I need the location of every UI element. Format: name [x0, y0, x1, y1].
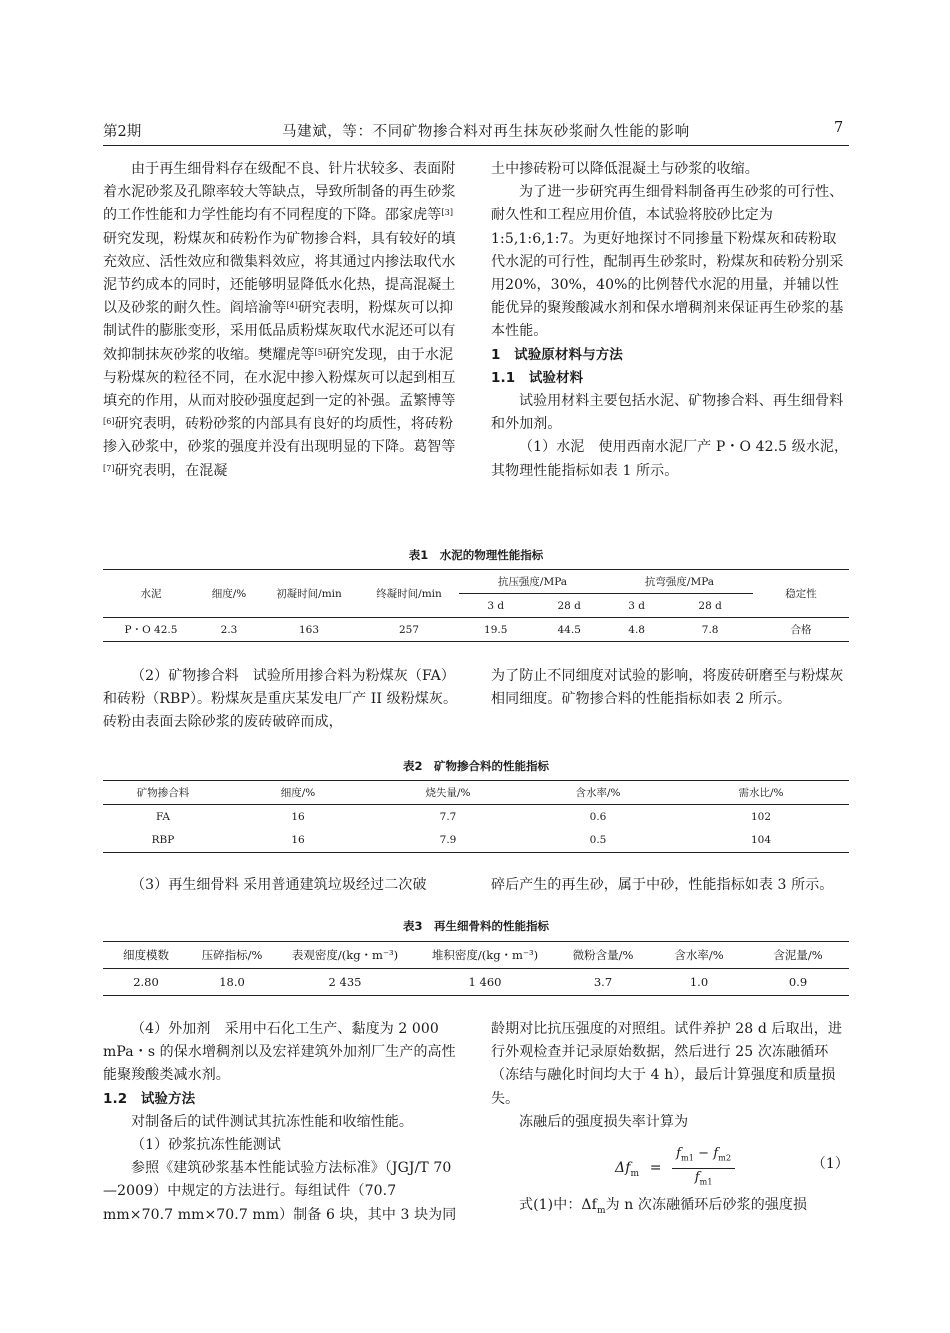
table-cell: 16: [291, 834, 305, 847]
citation-6: [6]: [103, 417, 115, 427]
paragraph-formula-intro: 冻融后的强度损失率计算为: [519, 1113, 689, 1130]
t3-head-clay: 含泥量/%: [773, 948, 823, 962]
t2-head-fineness: 细度/%: [280, 787, 316, 799]
t1-head-cement: 水泥: [140, 588, 162, 600]
table2: [103, 780, 849, 853]
paragraph-admixtures-cont: 为了防止不同细度对试验的影响，将废砖研磨至与粉煤灰相同细度。矿物掺合料的性能指标如表 2 所示。: [491, 668, 844, 708]
right-column-mid2: [491, 874, 853, 897]
paragraph-tests: 对制备后的试件测试其抗冻性能和收缩性能。: [131, 1113, 413, 1130]
paragraph-additives: （4）外加剂 采用中石化工生产、黏度为 2 000 mPa・s 的保水增稠剂以及宏祥建筑外加剂厂生产的高性能聚羧酸类减水剂。: [103, 1021, 456, 1084]
section-heading-1-1: 1.1 试验材料: [491, 369, 584, 386]
table-cell: FA: [156, 810, 170, 823]
paragraph-aggregate: （3）再生细骨料 采用普通建筑垃圾经过二次破: [131, 877, 427, 893]
citation-4: [4]: [286, 301, 298, 311]
table-row: [103, 969, 849, 996]
t1-head-initial-set: 初凝时间/min: [276, 588, 342, 600]
t1-sub-comp-28d: 28 d: [557, 599, 581, 612]
table1-caption: 表1 水泥的物理性能指标: [408, 548, 544, 562]
left-column-mid1: [103, 665, 458, 735]
section-heading-1: 1 试验原材料与方法: [491, 346, 623, 363]
table-cell: 0.5: [589, 834, 607, 847]
t1-head-compressive: 抗压强度/MPa: [459, 570, 606, 594]
t2-head-water: 含水率/%: [575, 787, 621, 799]
equation-number: （1）: [811, 1156, 849, 1173]
equation-body: $\Delta f_m$ = $\frac{f_{m1} - f_{m2}}{f_{m1}}$: [615, 1145, 735, 1191]
t3-head-apparent-density: 表观密度/(kg・m⁻³): [291, 948, 399, 962]
t2-head-loss: 烧失量/%: [425, 787, 471, 799]
paragraph-standard: 参照《建筑砂浆基本性能试验方法标准》（JGJ/T 70—2009）中规定的方法进行。每组试件（70.7 mm×70.7 mm×70.7 mm）制备 6 块，其中 3 块为同: [103, 1160, 457, 1223]
paragraph-frost-test: （1）砂浆抗冻性能测试: [131, 1137, 282, 1154]
table-cell: RBP: [151, 834, 175, 847]
table1: [103, 569, 849, 642]
table-cell: 2.3: [220, 623, 238, 636]
left-column-mid2: [103, 874, 463, 897]
t2-head-water-demand: 需水比/%: [738, 787, 784, 799]
table-cell: 7.9: [439, 834, 457, 847]
citation-5: [5]: [314, 347, 327, 357]
equation-1: [491, 1134, 849, 1194]
right-column-top: [491, 158, 849, 483]
table-cell: 7.8: [701, 623, 719, 636]
t1-head-flexural: 抗弯强度/MPa: [606, 570, 753, 594]
table2-caption: 表2 矿物掺合料的性能指标: [402, 759, 549, 773]
paragraph-equation-explain: 式(1)中：$\Delta f_m$为 n 次冻融循环后砂浆的强度损: [519, 1197, 808, 1216]
paragraph-procedure: 龄期对比抗压强度的对照组。试件养护 28 d 后取出，进行外观检查并记录原始数据，然后进行 25 次冻融循环（冻结与融化时间均大于 4 h），最后计算强度和质量损失。: [491, 1021, 842, 1107]
table-cell: 18.0: [219, 975, 245, 989]
table-row: [103, 805, 849, 829]
table-cell: 16: [291, 810, 305, 823]
issue-number: 第2期: [103, 124, 142, 140]
right-column-mid1: [491, 665, 849, 711]
t1-head-final-set: 终凝时间/min: [376, 588, 442, 600]
paragraph-objective: 为了进一步研究再生细骨料制备再生砂浆的可行性、耐久性和工程应用价值，本试验将胶砂比定为1:5,1:6,1:7。为更好地探讨不同掺量下粉煤灰和砖粉取代水泥的可行性，配制再生砂浆时，粉煤灰和砖粉分别采用20%，30%，40%的比例替代水泥的用量，并辅以性能优异的聚羧酸减水剂和保水增稠剂来保证再生砂浆的基本性能。: [491, 184, 844, 340]
t3-head-crushing: 压碎指标/%: [201, 948, 263, 962]
table-cell: 2 435: [328, 975, 362, 989]
paragraph-materials: 试验用材料主要包括水泥、矿物掺合料、再生细骨料和外加剂。: [491, 393, 844, 433]
t2-head-admixture: 矿物掺合料: [136, 787, 190, 799]
header-rule: [103, 145, 849, 146]
t1-sub-flex-3d: 3 d: [628, 599, 645, 612]
right-column-bottom: [491, 1018, 849, 1223]
table-row: [103, 829, 849, 853]
table-cell: 163: [298, 623, 320, 636]
table-cell: P・O 42.5: [124, 624, 178, 636]
paragraph-admixtures: （2）矿物掺合料 试验所用掺合料为粉煤灰（FA）和砖粉（RBP）。粉煤灰是重庆某发电厂产 II 级粉煤灰。砖粉由表面去除砂浆的废砖破碎而成，: [103, 668, 458, 731]
table3: [103, 941, 849, 996]
table3-caption: 表3 再生细骨料的性能指标: [402, 919, 549, 933]
table-cell: 3.7: [593, 975, 613, 989]
t1-head-stability: 稳定性: [785, 588, 817, 600]
table-cell: 104: [750, 834, 772, 847]
left-column-bottom: [103, 1018, 458, 1227]
equation-fraction: $\frac{f_{m1} - f_{m2}}{f_{m1}}$: [672, 1145, 735, 1191]
table-cell: 19.5: [484, 623, 508, 636]
t3-head-fines: 微粉含量/%: [572, 948, 634, 962]
t1-sub-flex-28d: 28 d: [698, 599, 722, 612]
table-cell: 7.7: [439, 810, 457, 823]
page-number: 7: [834, 120, 844, 136]
paragraph-continued: 土中掺砖粉可以降低混凝土与砂浆的收缩。: [491, 161, 759, 177]
t1-sub-comp-3d: 3 d: [487, 599, 505, 612]
t1-head-fineness: 细度/%: [211, 588, 247, 600]
t3-head-moisture: 含水率/%: [674, 948, 724, 962]
table-cell: 1.0: [689, 975, 709, 989]
left-column-top: [103, 158, 458, 483]
t3-head-bulk-density: 堆积密度/(kg・m⁻³): [431, 948, 539, 962]
table-cell: 2.80: [133, 975, 159, 989]
citation-7: [7]: [103, 463, 115, 473]
intro-paragraph: 由于再生细骨料存在级配不良、针片状较多、表面附着水泥砂浆及孔隙率较大等缺点，导致所制备的再生砂浆的工作性能和力学性能均有不同程度的下降。邵家虎等[3]研究发现，粉煤灰和砖粉作为矿物掺合料，具有较好的填充效应、活性效应和微集料效应，将其通过内掺法取代水泥节约成本的同时，还能够明显降低水化热，提高混凝土以及砂浆的耐久性。阎培渝等[4]研究表明，粉煤灰可以抑制试件的膨胀变形，采用低品质粉煤灰取代水泥还可以有效抑制抹灰砂浆的收缩。樊耀虎等[5]研究发现，由于水泥与粉煤灰的粒径不同，在水泥中掺入粉煤灰可以起到相互填充的作用，从而对胶砂强度起到一定的补强。孟繁博等[6]研究表明，砖粉砂浆的内部具有良好的均质性，将砖粉掺入砂浆中，砂浆的强度并没有出现明显的下降。葛智等[7]研究表明，在混凝: [103, 161, 456, 479]
t3-head-modulus: 细度模数: [123, 948, 169, 962]
table-cell: 102: [750, 810, 772, 823]
paragraph-cement: （1）水泥 使用西南水泥厂产 P・O 42.5 级水泥，其物理性能指标如表 1 所示。: [491, 439, 849, 479]
citation-3: [3]: [441, 208, 454, 218]
running-title: 马建斌，等：不同矿物掺合料对再生抹灰砂浆耐久性能的影响: [282, 124, 690, 140]
table-cell: 0.6: [589, 810, 607, 823]
table-cell: 257: [398, 623, 420, 636]
table-cell: 44.5: [557, 623, 581, 636]
table-cell: 合格: [790, 624, 812, 636]
table-cell: 0.9: [788, 975, 808, 989]
table-cell: 4.8: [628, 623, 645, 636]
table-cell: 1 460: [468, 975, 502, 989]
section-heading-1-2: 1.2 试验方法: [103, 1090, 196, 1107]
paragraph-aggregate-cont: 碎后产生的再生砂，属于中砂，性能指标如表 3 所示。: [491, 877, 834, 893]
